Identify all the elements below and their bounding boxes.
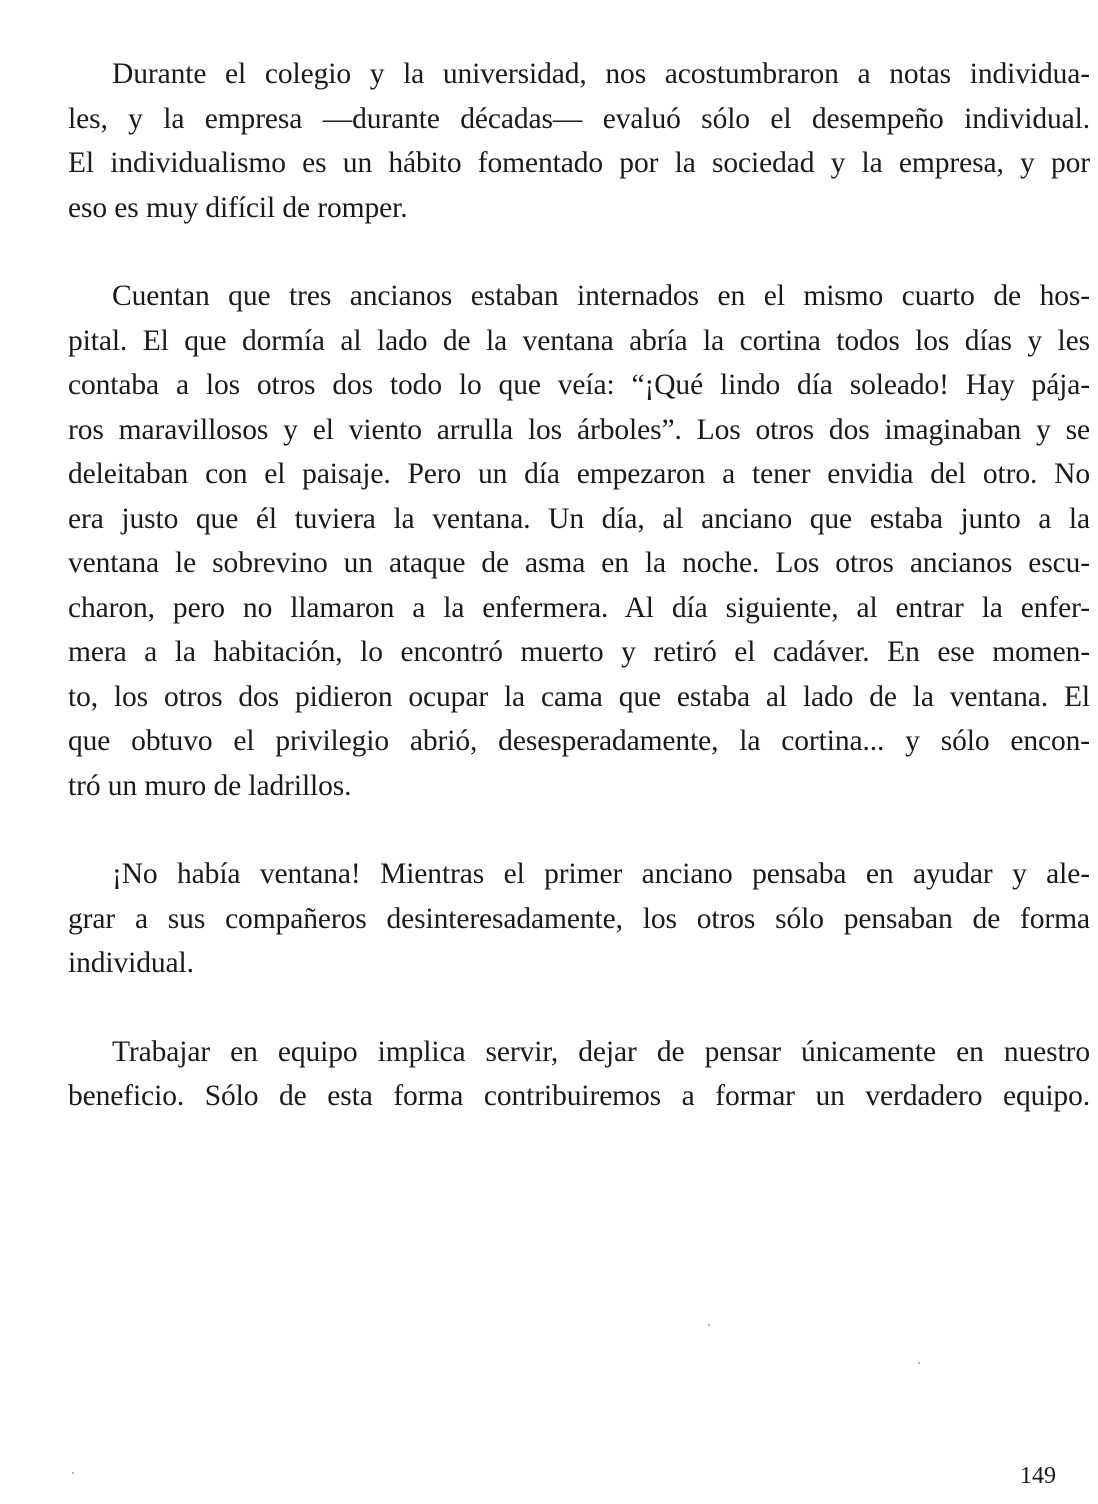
- paragraph-spacer: [68, 986, 1090, 1030]
- paragraph-line: grar a sus compañeros desinteresadamente, los otros sólo pensaban de forma: [68, 902, 1090, 935]
- paragraph-line: ros maravillosos y el viento arrulla los árboles”. Los otros dos imaginaban y se: [68, 413, 1090, 446]
- paragraph-line: deleitaban con el paisaje. Pero un día empezaron a tener envidia del otro. No: [68, 458, 1090, 490]
- page-number: 149: [1020, 1463, 1056, 1489]
- paragraph-line: contaba a los otros dos todo lo que veía: “¡Qué lindo día soleado! Hay pája-: [68, 369, 1090, 401]
- paragraph-line: Trabajar en equipo implica servir, dejar de pensar únicamente en nuestro: [112, 1035, 1090, 1068]
- paragraph-line: que obtuvo el privilegio abrió, desesperadamente, la cortina... y sólo encon-: [68, 725, 1090, 757]
- paragraph-line: eso es muy difícil de romper.: [68, 191, 408, 224]
- paragraph-spacer: [68, 230, 1090, 274]
- paragraph-line: Cuentan que tres ancianos estaban internados en el mismo cuarto de hos-: [112, 280, 1090, 312]
- scan-speck: [708, 1324, 710, 1326]
- paragraph-line: ventana le sobrevino un ataque de asma en la noche. Los otros ancianos escu-: [68, 547, 1090, 579]
- paragraph-4: [68, 1030, 1090, 1119]
- paragraph-spacer: [68, 808, 1090, 852]
- paragraph-line: tró un muro de ladrillos.: [68, 769, 352, 802]
- paragraph-line: beneficio. Sólo de esta forma contribuiremos a formar un verdadero equipo.: [68, 1080, 1090, 1112]
- scan-speck: [918, 1362, 920, 1364]
- paragraph-line: mera a la habitación, lo encontró muerto y retiró el cadáver. En ese momen-: [68, 636, 1090, 668]
- paragraph-line: les, y la empresa —durante décadas— evaluó sólo el desempeño individual.: [68, 102, 1090, 135]
- paragraph-line: to, los otros dos pidieron ocupar la cama que estaba al lado de la ventana. El: [68, 680, 1090, 713]
- paragraph-line: pital. El que dormía al lado de la ventana abría la cortina todos los días y les: [68, 324, 1090, 357]
- body-text: [68, 52, 1090, 1119]
- paragraph-1: [68, 52, 1090, 230]
- scan-speck: [72, 1472, 74, 1474]
- paragraph-line: era justo que él tuviera la ventana. Un día, al anciano que estaba junto a la: [68, 502, 1090, 535]
- paragraph-line: ¡No había ventana! Mientras el primer anciano pensaba en ayudar y ale-: [112, 858, 1090, 890]
- paragraph-2: [68, 274, 1090, 808]
- paragraph-line: individual.: [68, 947, 194, 979]
- paragraph-line: charon, pero no llamaron a la enfermera. Al día siguiente, al entrar la enfer-: [68, 591, 1090, 624]
- paragraph-line: Durante el colegio y la universidad, nos acostumbraron a notas individua-: [112, 58, 1090, 90]
- paragraph-3: [68, 852, 1090, 986]
- paragraph-line: El individualismo es un hábito fomentado por la sociedad y la empresa, y por: [68, 147, 1090, 179]
